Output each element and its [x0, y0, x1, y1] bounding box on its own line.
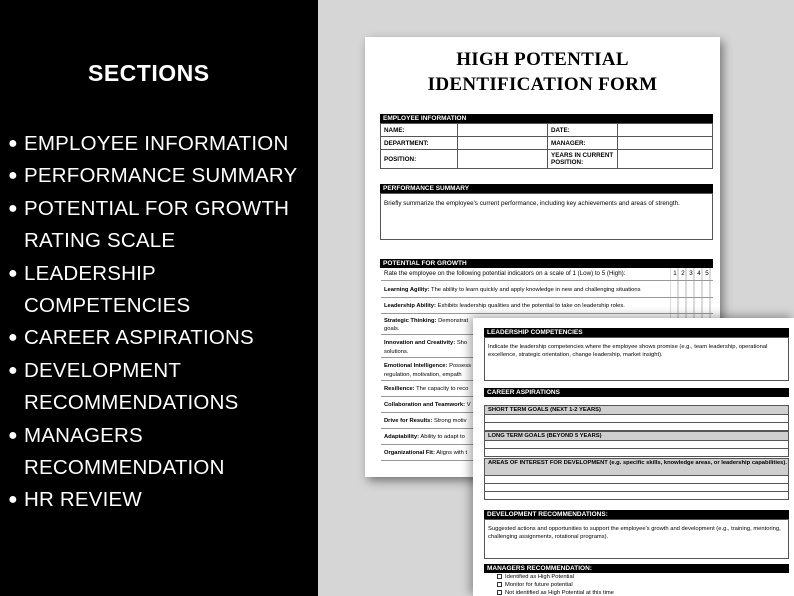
section-item: ● DEVELOPMENT: [8, 355, 313, 387]
section-item: RECOMMENDATIONS: [24, 391, 239, 415]
development-text: Suggested actions and opportunities to support the employee's growth and development (e.g., training, mentoring, challenging assignments, rotational programs).: [488, 526, 781, 540]
short-term-goals-label: SHORT TERM GOALS (NEXT 1-2 YEARS): [484, 405, 789, 415]
manager-field[interactable]: [618, 137, 713, 150]
career-header: CAREER ASPIRATIONS: [484, 388, 789, 397]
section-item: ● PERFORMANCE SUMMARY: [8, 160, 313, 192]
bullet-icon: ●: [8, 264, 18, 282]
bullet-icon: ●: [8, 361, 18, 379]
potential-row: Emotional Intelligence: Possess regulation, motivation, empath: [381, 359, 713, 381]
checkbox-icon[interactable]: [497, 574, 502, 579]
bullet-icon: ●: [8, 135, 18, 152]
checkbox-icon[interactable]: [497, 582, 502, 587]
date-field[interactable]: [618, 124, 713, 137]
managers-option[interactable]: Not identified as High Potential at this time: [497, 590, 614, 596]
section-item: RECOMMENDATION: [24, 456, 225, 480]
performance-summary-box[interactable]: [380, 193, 713, 240]
department-field[interactable]: [458, 137, 548, 150]
bullet-icon: ●: [8, 199, 18, 217]
leadership-text: Indicate the leadership competencies where the employee shows promise (e.g., team leadership, operational excellence, strategic orientation, change leadership, market insight).: [488, 344, 768, 358]
potential-row: Adaptability: Ability to adapt to: [381, 430, 713, 445]
potential-growth-header: POTENTIAL FOR GROWTH: [380, 259, 713, 268]
long-term-line[interactable]: [484, 449, 789, 457]
position-label: POSITION:: [381, 150, 458, 169]
employee-info-table: [380, 123, 713, 169]
years-field[interactable]: [618, 150, 713, 169]
potential-row: Organizational Fit: Aligns with t: [381, 446, 713, 461]
development-header: DEVELOPMENT RECOMMENDATIONS:: [484, 510, 789, 519]
form-title: HIGH POTENTIAL IDENTIFICATION FORM: [427, 49, 658, 95]
sections-heading: SECTIONS: [88, 60, 210, 86]
section-item: ● EMPLOYEE INFORMATION: [8, 128, 313, 160]
development-box[interactable]: [484, 519, 789, 559]
potential-row: Learning Agility: The ability to learn quickly and apply knowledge in new and challenging situations: [381, 283, 713, 298]
checkbox-icon[interactable]: [497, 590, 502, 595]
section-item: RATING SCALE: [24, 229, 176, 253]
managers-option[interactable]: Identified as High Potential: [497, 574, 574, 581]
potential-row: Leadership Ability: Exhibits leadership qualities and the potential to take on leadership roles.: [381, 299, 713, 314]
section-item: ● CAREER ASPIRATIONS: [8, 322, 313, 354]
position-field[interactable]: [458, 150, 548, 169]
areas-line[interactable]: [484, 484, 789, 492]
short-term-line[interactable]: [484, 423, 789, 431]
date-label: DATE:: [548, 124, 618, 137]
section-item: ● LEADERSHIP COMPETENCIES: [8, 258, 313, 323]
performance-summary-text: Briefly summarize the employee's current performance, including key achievements and areas of strength.: [384, 200, 680, 207]
bullet-icon: ●: [8, 329, 18, 347]
areas-line[interactable]: [484, 492, 789, 500]
department-label: DEPARTMENT:: [381, 137, 458, 150]
potential-row: Drive for Results: Strong motiv: [381, 414, 713, 429]
leadership-header: LEADERSHIP COMPETENCIES: [484, 328, 789, 337]
name-label: NAME:: [381, 124, 458, 137]
form-page-2: [473, 318, 794, 596]
leadership-box[interactable]: [484, 337, 789, 381]
section-item: ● HR REVIEW: [8, 484, 313, 516]
potential-row: Collaboration and Teamwork: V: [381, 398, 713, 413]
short-term-line[interactable]: [484, 415, 789, 423]
areas-line[interactable]: [484, 476, 789, 484]
sections-panel: [0, 0, 318, 596]
rating-scale-labels: 1 2 3 4 5: [673, 270, 709, 277]
sections-list: [8, 128, 313, 517]
managers-option[interactable]: Monitor for future potential: [497, 582, 573, 589]
long-term-line[interactable]: [484, 441, 789, 449]
performance-summary-header: PERFORMANCE SUMMARY: [380, 184, 713, 193]
bullet-icon: ●: [8, 491, 18, 509]
section-item: ● POTENTIAL FOR GROWTH: [8, 193, 313, 225]
section-item: ● MANAGERS: [8, 420, 313, 452]
bullet-icon: ●: [8, 426, 18, 444]
potential-growth-instruction: Rate the employee on the following potential indicators on a scale of 1 (Low) to 5 (High): 1 2 3 4 5: [381, 268, 713, 281]
managers-header: MANAGERS RECOMMENDATION:: [484, 564, 789, 573]
manager-label: MANAGER:: [548, 137, 618, 150]
years-label: YEARS IN CURRENT POSITION:: [548, 150, 618, 169]
bullet-icon: ●: [8, 167, 18, 185]
long-term-goals-label: LONG TERM GOALS (BEYOND 5 YEARS): [484, 431, 789, 441]
potential-row: Strategic Thinking: Demonstrat goals.: [381, 315, 713, 335]
name-field[interactable]: [458, 124, 548, 137]
employee-info-header: EMPLOYEE INFORMATION: [380, 114, 713, 123]
potential-row: Innovation and Creativity: Sho solutions.: [381, 336, 713, 358]
areas-of-interest-label: AREAS OF INTEREST FOR DEVELOPMENT (e.g. specific skills, knowledge areas, or leadership capabilities).: [484, 458, 789, 476]
potential-row: Resilience: The capacity to reco: [381, 382, 713, 397]
